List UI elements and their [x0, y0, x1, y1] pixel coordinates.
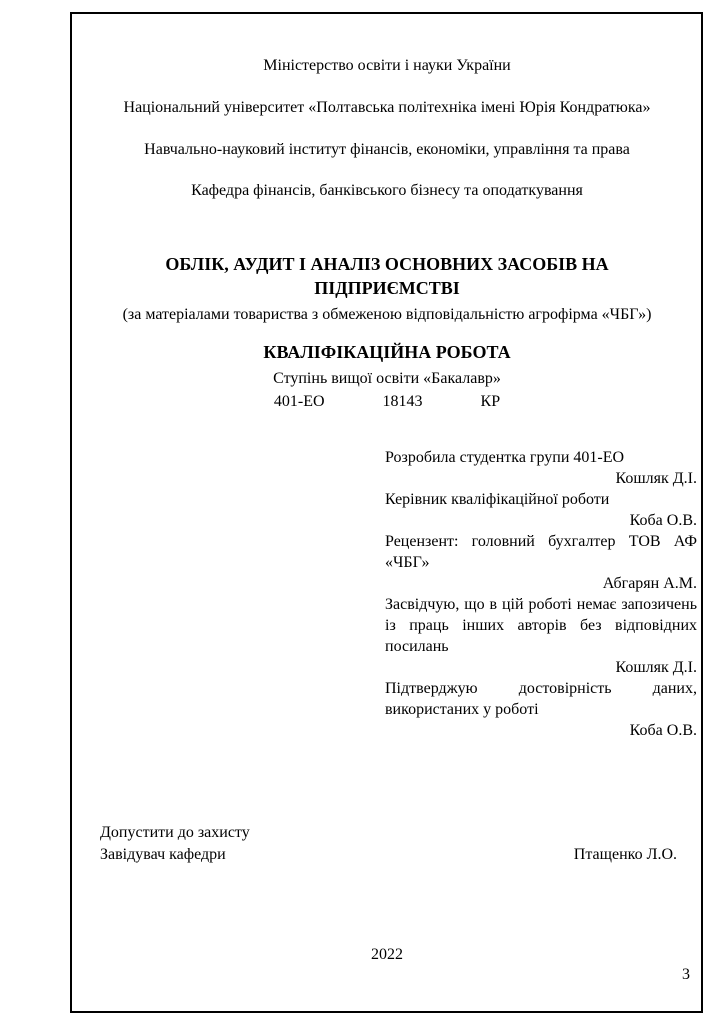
ministry-line: Міністерство освіти і науки України [263, 57, 511, 74]
developer-name: Кошляк Д.І. [615, 470, 697, 487]
degree-line: Ступінь вищої освіти «Бакалавр» [273, 370, 501, 387]
university-line: Національний університет «Полтавська політехніка імені Юрія Кондратюка» [123, 99, 651, 116]
approval-block [100, 822, 677, 866]
approval-row [100, 844, 677, 866]
reviewer-label: Рецензент: головний бухгалтер ТОВ АФ «ЧБГ» [385, 533, 697, 571]
reviewer-name: Абгарян А.М. [602, 575, 697, 592]
authenticity-declaration: Підтверджую достовірність даних, використаних у роботі [385, 680, 697, 718]
institute-line: Навчально-науковий інститут фінансів, економіки, управління та права [144, 141, 630, 158]
year-line: 2022 [371, 946, 403, 963]
head-label: Завідувач кафедри [100, 846, 226, 863]
spec-code: 18143 [382, 393, 423, 410]
work-code: КР [480, 393, 501, 410]
work-title: ОБЛІК, АУДИТ І АНАЛІЗ ОСНОВНИХ ЗАСОБІВ НА ПІДПРИЄМСТВІ [165, 254, 609, 298]
originality-name: Кошляк Д.І. [615, 659, 697, 676]
head-name: Птащенко Л.О. [573, 846, 677, 863]
credits-block [385, 447, 697, 741]
supervisor-name: Коба О.В. [629, 512, 697, 529]
work-subtitle: (за матеріалами товариства з обмеженою відповідальністю агрофірма «ЧБГ») [122, 306, 652, 323]
group-code: 401-ЕО [273, 393, 325, 410]
supervisor-label: Керівник кваліфікаційної роботи [385, 491, 610, 508]
department-line: Кафедра фінансів, банківського бізнесу та оподаткування [191, 182, 583, 199]
page-number: 3 [682, 966, 690, 983]
authenticity-name: Коба О.В. [629, 722, 697, 739]
admit-line: Допустити до захисту [100, 824, 250, 841]
developer-label: Розробила студентка групи 401-ЕО [385, 449, 625, 466]
originality-declaration: Засвідчую, що в цій роботі немає запозичень із праць інших авторів без відповідних посилань [385, 596, 697, 655]
work-type-heading: КВАЛІФІКАЦІЙНА РОБОТА [263, 342, 511, 362]
codes-row [72, 393, 702, 411]
